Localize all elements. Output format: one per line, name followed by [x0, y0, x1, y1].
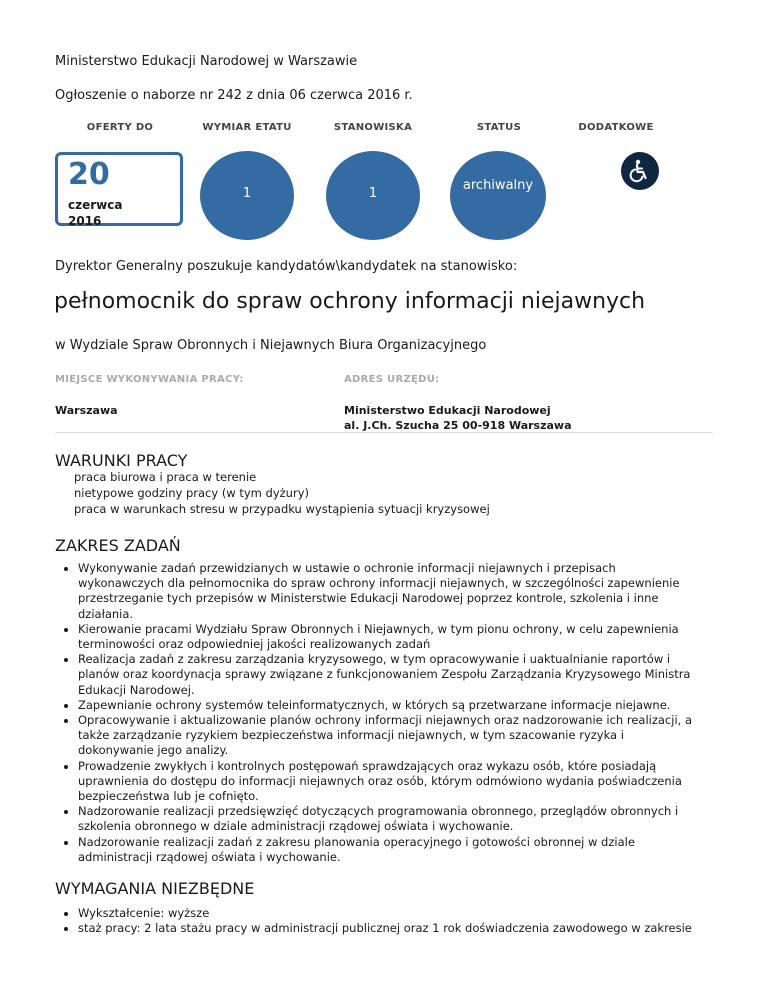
requirements-heading: WYMAGANIA NIEZBĘDNE — [55, 879, 255, 898]
position-title: pełnomocnik do spraw ochrony informacji niejawnych — [54, 289, 646, 314]
positions-circle — [326, 151, 420, 240]
duties-list-container — [55, 561, 695, 865]
workload-value: 1 — [242, 186, 252, 201]
work-condition-item: praca w warunkach stresu w przypadku wystąpienia sytuacji kryzysowej — [74, 502, 490, 516]
deadline-month: czerwca — [68, 198, 123, 212]
status-circle — [450, 151, 546, 240]
duty-item: • Nadzorowanie realizacji zadań z zakresu planowania operacyjnego i gotowości obronnej w dziale administracji rządowej oświata i wychowanie. — [78, 835, 695, 865]
requirement-item: • Wykształcenie: wyższe — [78, 906, 745, 921]
deadline-month-year — [68, 197, 122, 229]
work-conditions-heading: WARUNKI PRACY — [55, 451, 188, 470]
duties-list — [55, 561, 695, 865]
duty-item: • Nadzorowanie realizacji przedsięwzięć dotyczących programowania obronnego, przeglądów obronnych i szkolenia obronnego w dziale administracji rządowej oświata i wychowanie. — [78, 804, 695, 834]
work-conditions-list — [74, 469, 490, 517]
additional-header: DODATKOWE — [578, 122, 654, 133]
office-address-label: ADRES URZĘDU: — [344, 374, 440, 385]
positions-value: 1 — [368, 186, 378, 201]
duty-item: • Zapewnianie ochrony systemów teleinformatycznych, w których są przetwarzane informacje niejawne. — [78, 698, 695, 713]
duties-heading: ZAKRES ZADAŃ — [55, 536, 181, 555]
duty-item: • Opracowywanie i aktualizowanie planów ochrony informacji niejawnych oraz nadzorowanie ich realizacji, a także zarządzanie ryzykiem bezpieczeństwa informacji niejawnych, w tym szacowanie ryzyka i dokonywanie jego analizy. — [78, 713, 695, 759]
workplace-label: MIEJSCE WYKONYWANIA PRACY: — [55, 374, 244, 385]
duty-item: • Kierowanie pracami Wydziału Spraw Obronnych i Niejawnych, w tym pionu ochrony, w celu zapewnienia terminowości oraz odpowiedniej jakości realizowanych zadań — [78, 622, 695, 652]
wheelchair-accessibility-icon — [621, 152, 659, 190]
deadline-date-box — [55, 152, 183, 226]
work-condition-item: praca biurowa i praca w terenie — [74, 470, 257, 484]
workload-header: WYMIAR ETATU — [202, 122, 292, 133]
location-divider — [55, 432, 713, 433]
status-header: STATUS — [476, 122, 522, 133]
duty-item: • Prowadzenie zwykłych i kontrolnych postępowań sprawdzających oraz wykazu osób, które posiadają uprawnienia do dostępu do informacji niejawnych oraz osób, którym odmówiono wydania poświadczenia bezpieczeństwa lub je cofnięto. — [78, 759, 695, 805]
office-address-value — [344, 403, 572, 433]
intro-text: Dyrektor Generalny poszukuje kandydatów\kandydatek na stanowisko: — [55, 259, 518, 274]
workplace-value: Warszawa — [55, 404, 118, 417]
deadline-year: 2016 — [68, 214, 102, 228]
deadline-day: 20 — [68, 157, 110, 192]
requirement-item: • staż pracy: 2 lata stażu pracy w administracji publicznej oraz 1 rok doświadczenia zawodowego w zakresie — [78, 921, 745, 936]
ministry-name: Ministerstwo Edukacji Narodowej w Warszawie — [55, 54, 358, 69]
requirements-list-container — [55, 906, 745, 936]
duty-item: • Wykonywanie zadań przewidzianych w ustawie o ochronie informacji niejawnych i przepisach wykonawczych dla pełnomocnika do spraw ochrony informacji niejawnych, w szczególności zapewnienie przestrzeganie tych przepisów w Ministerstwie Edukacji Narodowej poprzez kontrole, szkolenia i inne działania. — [78, 561, 695, 622]
requirements-list — [55, 906, 745, 936]
announcement-line: Ogłoszenie o naborze nr 242 z dnia 06 czerwca 2016 r. — [55, 88, 413, 103]
duty-item: • Realizacja zadań z zakresu zarządzania kryzysowego, w tym opracowywanie i uaktualnianie raportów i planów oraz koordynacja sprawy związane z funkcjonowaniem Zespołu Zarządzania Kryzysowego Ministra Edukacji Narodowej. — [78, 652, 695, 698]
status-value: archiwalny — [462, 178, 534, 193]
workload-circle — [200, 151, 294, 240]
work-condition-item: nietypowe godziny pracy (w tym dyżury) — [74, 486, 309, 500]
office-address-line2: al. J.Ch. Szucha 25 00-918 Warszawa — [344, 419, 572, 432]
department-text: w Wydziale Spraw Obronnych i Niejawnych Biura Organizacyjnego — [55, 338, 487, 353]
offers-until-header: OFERTY DO — [86, 122, 154, 133]
office-address-line1: Ministerstwo Edukacji Narodowej — [344, 404, 551, 417]
positions-header: STANOWISKA — [333, 122, 413, 133]
